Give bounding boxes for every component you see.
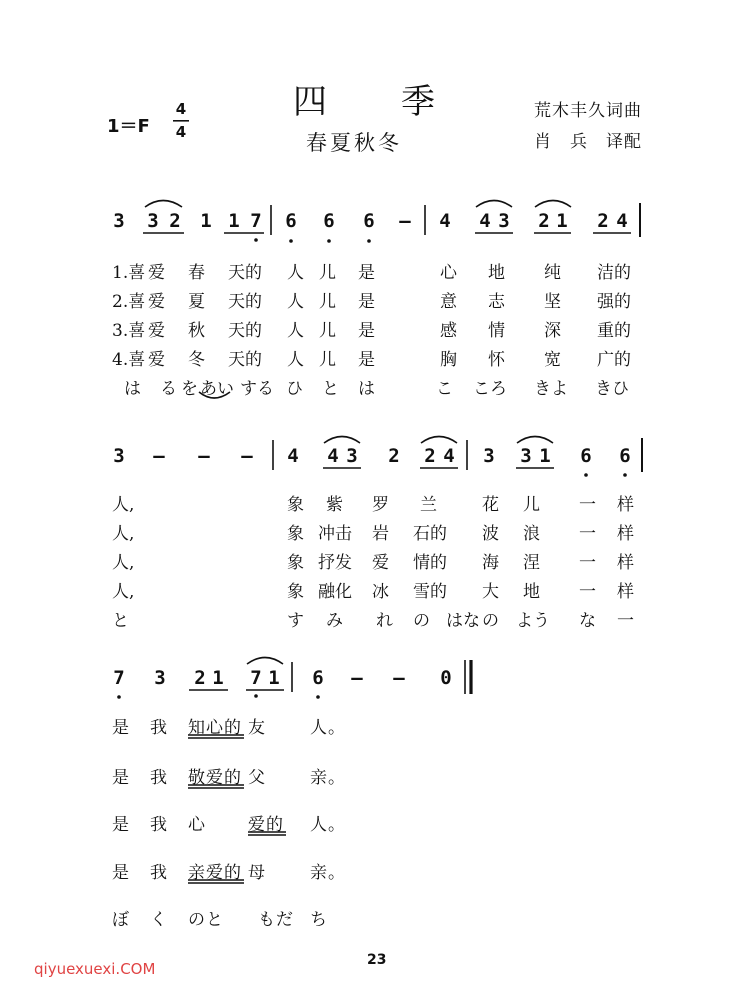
lyric: 秋 — [188, 321, 205, 341]
lyric: 一 — [579, 582, 596, 602]
slur — [476, 201, 512, 208]
lyric: 象 — [287, 553, 304, 573]
note: 7 — [113, 667, 125, 689]
lyric: 广的 — [597, 350, 631, 370]
slur — [535, 201, 571, 208]
lyric: 我 — [150, 718, 168, 738]
time-signature-bar — [173, 120, 189, 122]
note: 1 — [268, 667, 280, 689]
watermark: qiyuexuexi.COM — [34, 960, 156, 978]
note: 3 — [346, 445, 358, 467]
lyric: す — [287, 611, 304, 631]
dash: — — [198, 445, 210, 467]
note: 3 — [113, 445, 125, 467]
lyric: な — [579, 611, 596, 631]
lyric: 父 — [248, 768, 266, 788]
lyric: 天的 — [228, 263, 262, 283]
lyric: する — [240, 379, 274, 399]
lyric: ころ — [473, 379, 507, 399]
lyric: もだ — [258, 910, 294, 930]
lyric: 涅 — [523, 553, 540, 573]
octave-dot — [623, 473, 627, 477]
lyric: 强的 — [597, 292, 631, 312]
lyric: 情 — [488, 321, 505, 341]
lyric: 波 — [482, 524, 499, 544]
lyric: 意 — [440, 292, 457, 312]
octave-dot — [254, 238, 258, 242]
lyric: きひ — [595, 379, 629, 399]
slur — [517, 437, 553, 444]
lyric: きよ — [534, 379, 568, 399]
octave-dot — [316, 695, 320, 699]
slur — [145, 201, 182, 208]
note: 1 — [228, 210, 240, 232]
octave-dot — [327, 239, 331, 243]
lyric: ち — [310, 910, 328, 930]
lyric: 雪的 — [413, 582, 447, 602]
lyric: 岩 — [372, 524, 389, 544]
lyric: 是 — [112, 815, 130, 835]
lyric: 知心的 — [188, 718, 242, 738]
lyric: 人, — [112, 582, 135, 602]
note: 4 — [479, 210, 491, 232]
lyric: 爱 — [148, 292, 165, 312]
note: 6 — [312, 667, 324, 689]
note: 2 — [424, 445, 436, 467]
note: 3 — [113, 210, 125, 232]
song-subtitle: 春夏秋冬 — [306, 131, 402, 155]
lyric: 是 — [358, 350, 375, 370]
lyric: 天的 — [228, 292, 262, 312]
octave-dot — [289, 239, 293, 243]
note: 7 — [250, 210, 262, 232]
note: 4 — [616, 210, 628, 232]
lyric: 天的 — [228, 350, 262, 370]
lyric: 人 — [287, 292, 304, 312]
credit-composer: 荒木丰久词曲 — [534, 101, 642, 121]
lyric: 深 — [544, 321, 561, 341]
dash: — — [399, 210, 411, 232]
lyric: 冬 — [188, 350, 205, 370]
slur — [247, 658, 283, 665]
lyric: 洁的 — [597, 263, 631, 283]
lyric: 儿 — [319, 350, 336, 370]
slur — [199, 392, 230, 398]
lyric: 心 — [440, 263, 457, 283]
note: 3 — [520, 445, 532, 467]
note: 6 — [323, 210, 335, 232]
lyric: 我 — [150, 863, 168, 883]
note: 2 — [597, 210, 609, 232]
lyric: のと — [188, 910, 224, 930]
lyric: こ — [436, 379, 453, 399]
note: 3 — [147, 210, 159, 232]
time-signature-top: 4 — [175, 100, 187, 118]
lyric: 样 — [617, 582, 634, 602]
note: 4 — [327, 445, 339, 467]
lyric: 爱 — [148, 263, 165, 283]
note: 4 — [287, 445, 299, 467]
lyric: 浪 — [523, 524, 540, 544]
lyric: の — [413, 611, 430, 631]
lyric: み — [326, 611, 343, 631]
lyric: 人 — [287, 350, 304, 370]
lyric: 4.喜 — [112, 350, 146, 370]
note: 1 — [539, 445, 551, 467]
octave-dot — [367, 239, 371, 243]
lyric: 是 — [358, 292, 375, 312]
lyric: 爱 — [148, 321, 165, 341]
lyric: 亲。 — [310, 863, 346, 883]
lyric: よう — [516, 611, 550, 631]
lyric: 2.喜 — [112, 292, 146, 312]
lyric: は — [124, 379, 141, 399]
rest: 0 — [440, 667, 452, 689]
lyric: 是 — [358, 321, 375, 341]
time-signature-bottom: 4 — [175, 123, 187, 141]
lyric: を — [181, 379, 198, 399]
octave-dot — [117, 695, 121, 699]
key-signature: 1＝F — [107, 116, 150, 137]
lyric: 一 — [617, 611, 634, 631]
lyric: 3.喜 — [112, 321, 146, 341]
lyric: はな — [446, 611, 480, 631]
lyric: 冰 — [372, 582, 389, 602]
lyric: 罗 — [372, 495, 389, 515]
lyric: 友 — [248, 718, 266, 738]
lyric: 象 — [287, 495, 304, 515]
lyric: 春 — [188, 263, 205, 283]
lyric: 怀 — [488, 350, 505, 370]
lyric: 海 — [482, 553, 499, 573]
lyric: 样 — [617, 495, 634, 515]
lyric: ぼ — [112, 910, 130, 930]
note: 6 — [363, 210, 375, 232]
lyric: 夏 — [188, 292, 205, 312]
lyric: 我 — [150, 815, 168, 835]
note: 3 — [498, 210, 510, 232]
lyric: 儿 — [523, 495, 540, 515]
lyric: 感 — [440, 321, 457, 341]
lyric: 抒发 — [318, 553, 352, 573]
dash: — — [393, 667, 405, 689]
note: 2 — [169, 210, 181, 232]
octave-dot — [584, 473, 588, 477]
slur — [421, 437, 457, 444]
lyric: と — [112, 611, 129, 631]
note: 4 — [443, 445, 455, 467]
credit-translator: 肖 兵 译配 — [534, 132, 642, 152]
lyric: 儿 — [319, 321, 336, 341]
lyric: 是 — [112, 718, 130, 738]
lyric: 情的 — [413, 553, 447, 573]
lyric: 宽 — [544, 350, 561, 370]
note: 4 — [439, 210, 451, 232]
note: 3 — [154, 667, 166, 689]
dash: — — [153, 445, 165, 467]
lyric: 亲爱的 — [188, 863, 242, 883]
song-title: 四 季 — [293, 82, 437, 122]
lyric: 志 — [488, 292, 505, 312]
note: 2 — [538, 210, 550, 232]
lyric: 一 — [579, 495, 596, 515]
slur — [324, 437, 360, 444]
note: 6 — [580, 445, 592, 467]
lyric: あい — [200, 379, 234, 399]
dash: — — [351, 667, 363, 689]
note: 6 — [285, 210, 297, 232]
lyric: 胸 — [440, 350, 457, 370]
lyric: 人 — [287, 263, 304, 283]
note: 1 — [212, 667, 224, 689]
lyric: ひ — [286, 379, 303, 399]
lyric: 紫 — [326, 495, 343, 515]
lyric: は — [358, 379, 375, 399]
lyric: 人, — [112, 524, 135, 544]
lyric: 大 — [482, 582, 499, 602]
lyric: 母 — [248, 863, 266, 883]
lyric: 人。 — [310, 718, 346, 738]
lyric: 我 — [150, 768, 168, 788]
note: 3 — [483, 445, 495, 467]
lyric: 人 — [287, 321, 304, 341]
lyric: 象 — [287, 582, 304, 602]
lyric: 是 — [112, 768, 130, 788]
lyric: 冲击 — [318, 524, 352, 544]
lyric: 儿 — [319, 263, 336, 283]
lyric: れ — [376, 611, 393, 631]
lyric: 样 — [617, 553, 634, 573]
lyric: 是 — [358, 263, 375, 283]
note: 1 — [556, 210, 568, 232]
lyric: 花 — [482, 495, 499, 515]
lyric: 1.喜 — [112, 263, 146, 283]
lyric: 象 — [287, 524, 304, 544]
lyric: 敬爱的 — [188, 768, 242, 788]
dash: — — [241, 445, 253, 467]
lyric: と — [322, 379, 339, 399]
lyric: 一 — [579, 553, 596, 573]
lyric: 爱的 — [248, 815, 284, 835]
lyric: 坚 — [544, 292, 561, 312]
lyric: の — [482, 611, 499, 631]
lyric: 人, — [112, 553, 135, 573]
lyric: 亲。 — [310, 768, 346, 788]
lyric: 纯 — [544, 263, 561, 283]
lyric: 融化 — [318, 582, 352, 602]
lyric: 兰 — [420, 495, 437, 515]
lyric: 一 — [579, 524, 596, 544]
note: 1 — [200, 210, 212, 232]
lyric: 重的 — [597, 321, 631, 341]
lyric: 人, — [112, 495, 135, 515]
lyric: 人。 — [310, 815, 346, 835]
lyric: 心 — [188, 815, 206, 835]
lyric: る — [160, 379, 177, 399]
lyric: 爱 — [372, 553, 389, 573]
lyric: 儿 — [319, 292, 336, 312]
lyric: 地 — [488, 263, 505, 283]
note: 7 — [250, 667, 262, 689]
lyric: 天的 — [228, 321, 262, 341]
lyric: く — [150, 910, 168, 930]
lyric: 样 — [617, 524, 634, 544]
page-number: 23 — [367, 952, 387, 968]
lyric: 爱 — [148, 350, 165, 370]
note: 6 — [619, 445, 631, 467]
lyric: 是 — [112, 863, 130, 883]
lyric: 地 — [523, 582, 540, 602]
octave-dot — [254, 694, 258, 698]
note: 2 — [388, 445, 400, 467]
note: 2 — [194, 667, 206, 689]
lyric: 石的 — [413, 524, 447, 544]
